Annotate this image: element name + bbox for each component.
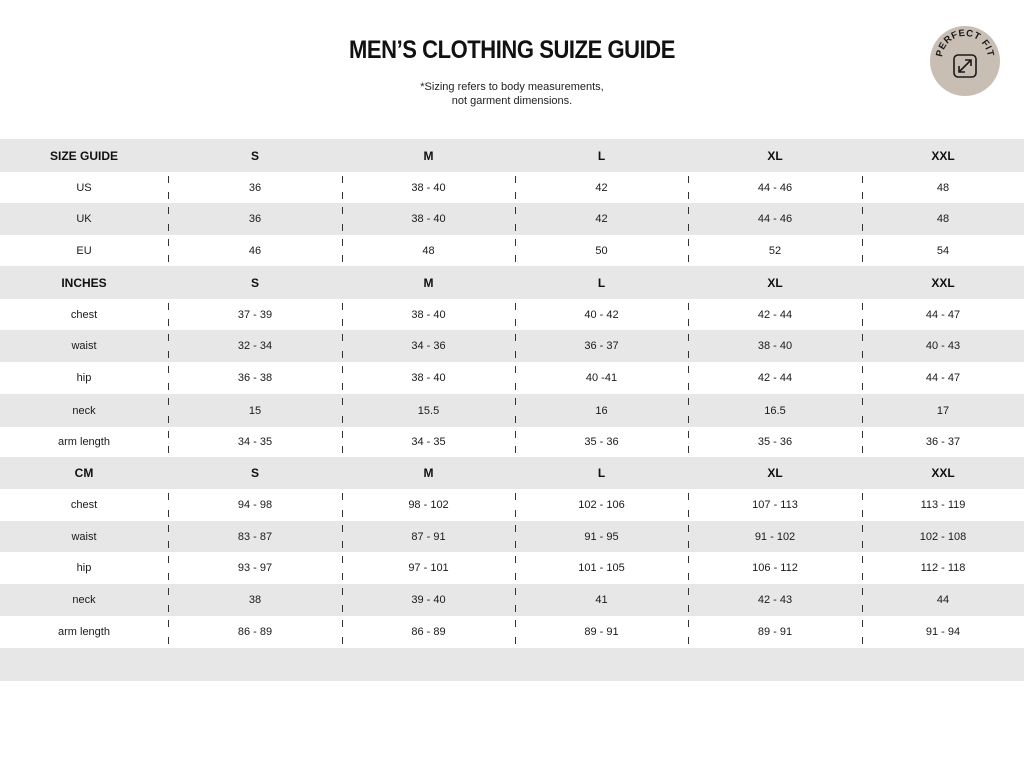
table-cell: 38 - 40: [342, 299, 515, 330]
resize-arrow-icon: [954, 55, 976, 77]
table-row: [0, 203, 1024, 235]
table-cell: 42 - 44: [688, 362, 862, 394]
table-row: [0, 235, 1024, 266]
table-cell: 107 - 113: [688, 489, 862, 521]
table-row: [0, 299, 1024, 330]
table-cell: 54: [862, 235, 1024, 266]
row-label: hip: [76, 372, 92, 384]
table-cell: 44 - 46: [688, 172, 862, 203]
table-cell: 87 - 91: [342, 521, 515, 552]
table-cell: 40 - 43: [862, 330, 1024, 362]
table-cell: 38 - 40: [342, 203, 515, 235]
perfect-fit-badge-graphic: [930, 26, 1000, 96]
table-cell: 83 - 87: [168, 521, 342, 552]
table-cell: 106 - 112: [688, 552, 862, 584]
sizing-note-line-2: not garment dimensions.: [451, 95, 573, 107]
table-cell: 98 - 102: [342, 489, 515, 521]
table-cell: 46: [168, 235, 342, 266]
table-cell: 86 - 89: [342, 616, 515, 648]
size-column-header: XL: [767, 148, 783, 163]
table-cell: 32 - 34: [168, 330, 342, 362]
table-cell: 16: [515, 394, 688, 427]
table-cell: 112 - 118: [862, 552, 1024, 584]
table-cell: 35 - 36: [688, 427, 862, 457]
row-label: chest: [70, 308, 98, 321]
table-cell: 36 - 37: [862, 427, 1024, 457]
table-cell: 34 - 35: [342, 427, 515, 457]
table-row: [0, 521, 1024, 552]
size-column-header: L: [597, 275, 606, 290]
table-cell: 41: [515, 584, 688, 616]
table-cell: 42: [515, 172, 688, 203]
table-row: [0, 616, 1024, 648]
table-cell: 36: [168, 172, 342, 203]
table-cell: 48: [862, 172, 1024, 203]
section-title: SIZE GUIDE: [49, 148, 118, 163]
row-label: US: [76, 181, 92, 194]
table-cell: 50: [515, 235, 688, 266]
row-label: hip: [76, 562, 92, 574]
table-row: [0, 172, 1024, 203]
size-column-header: L: [597, 466, 606, 480]
table-cell: 37 - 39: [168, 299, 342, 330]
table-cell: 38 - 40: [342, 172, 515, 203]
table-cell: 42 - 44: [688, 299, 862, 330]
row-label: waist: [71, 530, 97, 543]
table-cell: 38: [168, 584, 342, 616]
table-cell: 89 - 91: [688, 616, 862, 648]
table-row: [0, 552, 1024, 584]
size-column-header: S: [250, 148, 259, 163]
section-title: INCHES: [61, 275, 107, 290]
row-label: UK: [76, 213, 92, 225]
size-column-header: M: [423, 275, 434, 290]
table-cell: 38 - 40: [688, 330, 862, 362]
table-cell: 44 - 46: [688, 203, 862, 235]
table-section-header: [0, 266, 1024, 299]
table-row: [0, 584, 1024, 616]
table-cell: 93 - 97: [168, 552, 342, 584]
table-cell: 34 - 36: [342, 330, 515, 362]
table-cell: 102 - 106: [515, 489, 688, 521]
size-guide-table: [0, 139, 1024, 648]
table-cell: 91 - 95: [515, 521, 688, 552]
section-title: CM: [74, 466, 94, 480]
table-cell: 44 - 47: [862, 362, 1024, 394]
row-label: waist: [71, 340, 97, 352]
size-column-header: M: [423, 466, 434, 480]
size-column-header: S: [250, 275, 259, 290]
size-column-header: XXL: [931, 466, 955, 480]
table-cell: 15: [168, 394, 342, 427]
table-cell: 91 - 102: [688, 521, 862, 552]
size-column-header: XXL: [931, 148, 955, 163]
badge-text-path: PERFECT FIT: [934, 27, 996, 58]
row-label: EU: [76, 244, 92, 257]
table-cell: 101 - 105: [515, 552, 688, 584]
sizing-note-line-1: *Sizing refers to body measurements,: [420, 81, 604, 93]
page-title: MEN’S CLOTHING SUIZE GUIDE: [349, 36, 675, 64]
table-row: [0, 362, 1024, 394]
table-section-header: [0, 457, 1024, 489]
table-cell: 102 - 108: [862, 521, 1024, 552]
table-section-header: [0, 139, 1024, 172]
table-row: [0, 489, 1024, 521]
size-column-header: XL: [767, 275, 783, 290]
table-cell: 40 - 42: [515, 299, 688, 330]
table-cell: 42 - 43: [688, 584, 862, 616]
row-label: chest: [70, 499, 98, 511]
size-column-header: XXL: [931, 275, 955, 290]
table-cell: 94 - 98: [168, 489, 342, 521]
size-column-header: L: [597, 148, 606, 163]
footer-band: [0, 648, 1024, 681]
table-cell: 17: [862, 394, 1024, 427]
table-cell: 15.5: [342, 394, 515, 427]
table-cell: 48: [862, 203, 1024, 235]
table-cell: 34 - 35: [168, 427, 342, 457]
table-cell: 89 - 91: [515, 616, 688, 648]
table-cell: 44: [862, 584, 1024, 616]
table-cell: 42: [515, 203, 688, 235]
table-cell: 36 - 37: [515, 330, 688, 362]
table-row: [0, 427, 1024, 457]
size-column-header: M: [423, 148, 434, 163]
table-cell: 16.5: [688, 394, 862, 427]
table-cell: 97 - 101: [342, 552, 515, 584]
table-cell: 48: [342, 235, 515, 266]
row-label: arm length: [58, 626, 110, 638]
table-cell: 113 - 119: [862, 489, 1024, 521]
table-cell: 38 - 40: [342, 362, 515, 394]
perfect-fit-badge: [930, 26, 1000, 96]
table-cell: 35 - 36: [515, 427, 688, 457]
row-label: neck: [72, 404, 96, 417]
table-cell: 40 -41: [515, 362, 688, 394]
badge-text: [934, 28, 996, 58]
row-label: arm length: [58, 436, 110, 448]
table-row: [0, 394, 1024, 427]
table-cell: 44 - 47: [862, 299, 1024, 330]
table-cell: 52: [688, 235, 862, 266]
size-column-header: S: [250, 466, 259, 480]
table-cell: 86 - 89: [168, 616, 342, 648]
table-cell: 36 - 38: [168, 362, 342, 394]
table-cell: 39 - 40: [342, 584, 515, 616]
table-row: [0, 330, 1024, 362]
sizing-note: [0, 80, 1024, 108]
table-cell: 36: [168, 203, 342, 235]
row-label: neck: [72, 594, 96, 606]
table-cell: 91 - 94: [862, 616, 1024, 648]
size-column-header: XL: [767, 466, 783, 480]
